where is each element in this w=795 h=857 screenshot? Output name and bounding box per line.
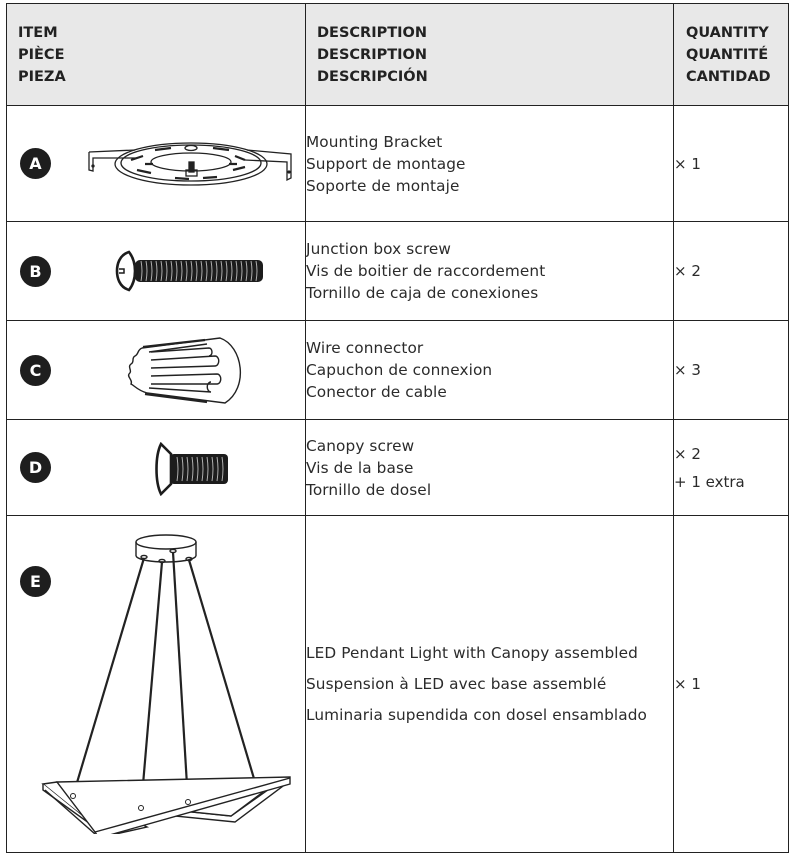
description-cell-d <box>306 420 674 516</box>
header-item-en: ITEM <box>18 24 58 41</box>
description-fr: Vis de boitier de raccordement <box>306 262 546 280</box>
description-fr: Vis de la base <box>306 458 414 477</box>
description-en: LED Pendant Light with Canopy assembled <box>306 643 638 662</box>
item-badge-e: E <box>20 566 51 597</box>
table-header-row <box>7 4 789 106</box>
description-cell-c <box>306 321 674 420</box>
quantity-cell-a <box>674 106 789 222</box>
header-description <box>306 4 674 106</box>
description-fr: Suspension à LED avec base assemblé <box>306 674 607 693</box>
header-description-en: DESCRIPTION <box>317 24 427 41</box>
item-cell-a <box>7 106 306 222</box>
quantity-value: × 2 <box>674 262 701 280</box>
parts-table <box>6 3 789 853</box>
item-cell-d <box>7 420 306 516</box>
wire-connector-icon <box>125 336 260 408</box>
quantity-cell-d <box>674 420 789 516</box>
header-quantity-es: CANTIDAD <box>686 68 771 85</box>
description-cell-b <box>306 222 674 321</box>
led-pendant-light-icon <box>35 534 297 834</box>
description-es: Tornillo de dosel <box>306 480 432 499</box>
description-cell-e <box>306 516 674 853</box>
header-description-fr: DESCRIPTION <box>317 46 427 63</box>
quantity-cell-e <box>674 516 789 853</box>
description-en: Junction box screw <box>306 240 452 258</box>
item-cell-e <box>7 516 306 853</box>
description-fr: Support de montage <box>306 154 466 173</box>
mounting-bracket-icon <box>85 140 300 195</box>
item-badge-d: D <box>20 452 51 483</box>
canopy-screw-icon <box>153 442 231 496</box>
table-row <box>7 516 789 853</box>
item-cell-b <box>7 222 306 321</box>
quantity-value: × 2 <box>674 444 701 463</box>
header-description-es: DESCRIPCIÓN <box>317 68 428 85</box>
description-en: Canopy screw <box>306 436 415 455</box>
quantity-cell-c <box>674 321 789 420</box>
description-es: Conector de cable <box>306 383 447 401</box>
header-item-fr: PIÈCE <box>18 46 65 63</box>
header-item-es: PIEZA <box>18 68 66 85</box>
junction-box-screw-icon <box>115 249 265 293</box>
table-row <box>7 106 789 222</box>
table-row <box>7 321 789 420</box>
header-item <box>7 4 306 106</box>
description-en: Wire connector <box>306 339 424 357</box>
header-quantity-fr: QUANTITÉ <box>686 46 769 63</box>
quantity-value: × 3 <box>674 361 701 379</box>
description-es: Soporte de montaje <box>306 176 460 195</box>
quantity-value: × 1 <box>674 154 701 173</box>
quantity-cell-b <box>674 222 789 321</box>
item-badge-b: B <box>20 256 51 287</box>
item-badge-a: A <box>20 148 51 179</box>
table-row <box>7 420 789 516</box>
description-es: Tornillo de caja de conexiones <box>306 284 539 302</box>
description-es: Luminaria supendida con dosel ensamblado <box>306 705 647 724</box>
item-cell-c <box>7 321 306 420</box>
table-row <box>7 222 789 321</box>
header-quantity-en: QUANTITY <box>686 24 769 41</box>
header-quantity <box>674 4 789 106</box>
description-cell-a <box>306 106 674 222</box>
description-en: Mounting Bracket <box>306 132 443 151</box>
quantity-value: × 1 <box>674 675 701 693</box>
item-badge-c: C <box>20 355 51 386</box>
description-fr: Capuchon de connexion <box>306 361 493 379</box>
quantity-extra: + 1 extra <box>674 472 745 491</box>
